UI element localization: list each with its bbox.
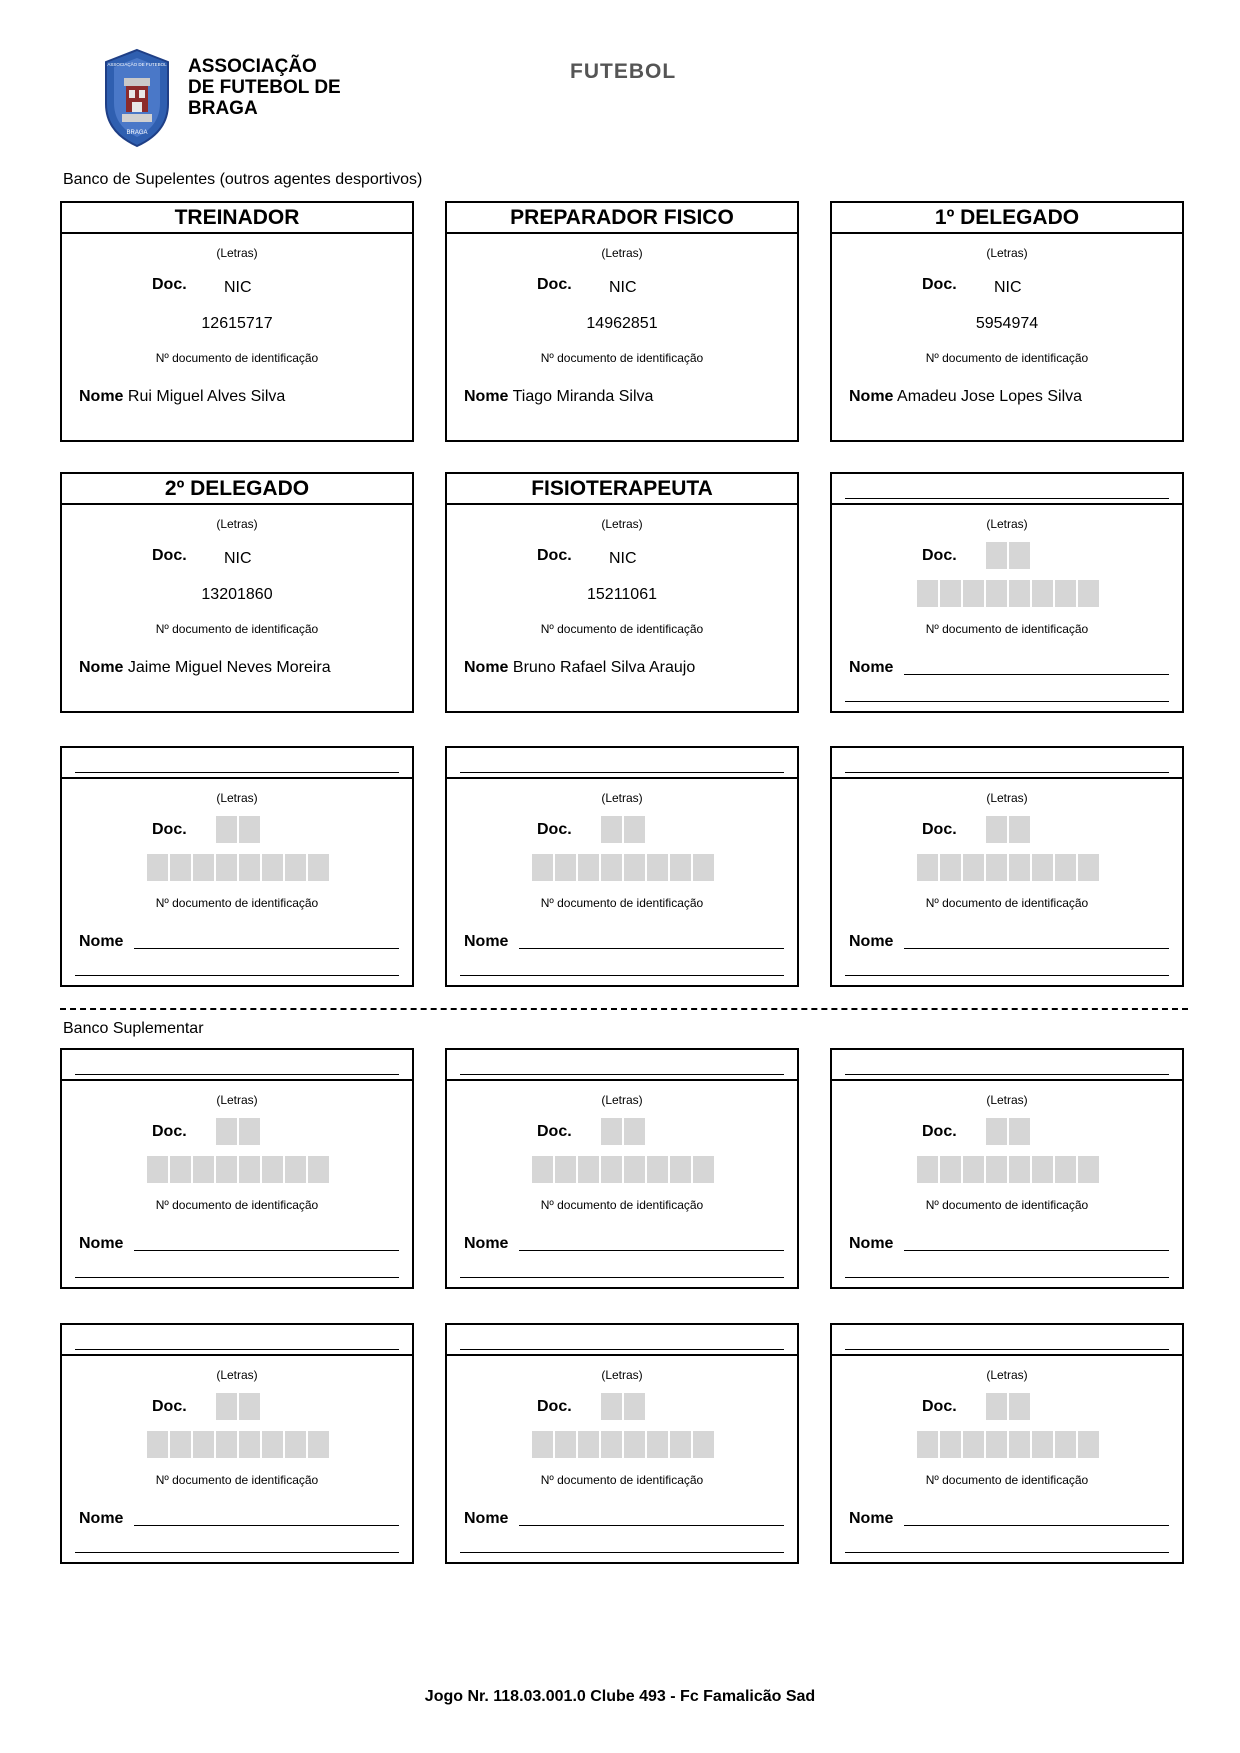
digit-box[interactable]	[216, 1431, 237, 1458]
bench-section-title: Banco de Supelentes (outros agentes desportivos)	[63, 171, 423, 188]
doc-type-boxes[interactable]	[986, 816, 1030, 843]
name-blank-line-2[interactable]	[845, 701, 1169, 702]
doc-number-boxes[interactable]	[917, 580, 1099, 607]
doc-number-caption: Nº documento de identificação	[925, 896, 1089, 910]
digit-box[interactable]	[963, 1156, 984, 1183]
name-blank-line[interactable]	[519, 1250, 784, 1251]
doc-number-caption: Nº documento de identificação	[925, 1198, 1089, 1212]
doc-number-caption: Nº documento de identificação	[925, 351, 1089, 365]
name-row	[79, 659, 331, 677]
doc-number-boxes[interactable]	[147, 1156, 329, 1183]
role-blank-line[interactable]	[845, 772, 1169, 773]
doc-label: Doc.	[537, 1123, 572, 1140]
card-role-title	[447, 203, 797, 234]
role-blank-line[interactable]	[75, 1074, 399, 1075]
name-blank-line[interactable]	[134, 948, 399, 949]
name-blank-line[interactable]	[134, 1250, 399, 1251]
digit-box[interactable]	[1009, 580, 1030, 607]
digit-box[interactable]	[940, 854, 961, 881]
card-role-label: PREPARADOR FISICO	[510, 206, 734, 229]
name-label: Nome	[79, 659, 124, 676]
card-role-title	[832, 1325, 1182, 1356]
name-label: Nome	[849, 388, 894, 405]
doc-number-caption: Nº documento de identificação	[155, 1198, 319, 1212]
name-label: Nome	[464, 1235, 509, 1252]
digit-box[interactable]	[917, 580, 938, 607]
doc-type-boxes[interactable]	[986, 1118, 1030, 1145]
digit-box[interactable]	[670, 854, 691, 881]
doc-number: 14962851	[586, 315, 658, 332]
name-blank-line[interactable]	[904, 674, 1169, 675]
card-role-label: 2º DELEGADO	[164, 477, 310, 500]
letras-caption: (Letras)	[986, 246, 1028, 260]
digit-box[interactable]	[1032, 854, 1053, 881]
letter-box[interactable]	[624, 1118, 645, 1145]
person-name: Tiago Miranda Silva	[512, 388, 654, 405]
digit-box[interactable]	[170, 1156, 191, 1183]
person-name: Rui Miguel Alves Silva	[127, 388, 286, 405]
letter-box[interactable]	[986, 542, 1007, 569]
digit-box[interactable]	[1055, 854, 1076, 881]
doc-number-caption: Nº documento de identificação	[540, 1473, 704, 1487]
name-blank-line-2[interactable]	[460, 975, 784, 976]
doc-number-caption: Nº documento de identificação	[155, 351, 319, 365]
org-line-2: DE FUTEBOL DE	[188, 77, 341, 98]
letter-box[interactable]	[1009, 1118, 1030, 1145]
section-divider	[60, 1008, 1188, 1010]
digit-box[interactable]	[1032, 1156, 1053, 1183]
name-label: Nome	[79, 1510, 124, 1527]
digit-box[interactable]	[986, 1431, 1007, 1458]
digit-box[interactable]	[693, 1431, 714, 1458]
doc-label: Doc.	[537, 276, 572, 293]
doc-number-boxes[interactable]	[532, 854, 714, 881]
digit-box[interactable]	[917, 1156, 938, 1183]
letter-box[interactable]	[624, 1393, 645, 1420]
staff-card	[830, 472, 1184, 713]
digit-box[interactable]	[239, 854, 260, 881]
letras-caption: (Letras)	[986, 791, 1028, 805]
card-role-title	[447, 1050, 797, 1081]
card-role-title	[832, 748, 1182, 779]
digit-box[interactable]	[532, 1431, 553, 1458]
doc-number-caption: Nº documento de identificação	[540, 896, 704, 910]
digit-box[interactable]	[1055, 1431, 1076, 1458]
letras-caption: (Letras)	[216, 517, 258, 531]
digit-box[interactable]	[1009, 854, 1030, 881]
doc-type-boxes[interactable]	[216, 816, 260, 843]
digit-box[interactable]	[578, 1431, 599, 1458]
page-header	[0, 0, 1240, 160]
doc-label: Doc.	[537, 547, 572, 564]
name-label: Nome	[464, 1510, 509, 1527]
organization-name	[188, 56, 341, 119]
digit-box[interactable]	[963, 1431, 984, 1458]
doc-label: Doc.	[152, 1123, 187, 1140]
digit-box[interactable]	[1055, 580, 1076, 607]
digit-box[interactable]	[986, 854, 1007, 881]
digit-box[interactable]	[1078, 580, 1099, 607]
digit-box[interactable]	[555, 1156, 576, 1183]
staff-card	[830, 746, 1184, 987]
digit-box[interactable]	[963, 580, 984, 607]
digit-box[interactable]	[262, 1431, 283, 1458]
card-role-title	[832, 474, 1182, 505]
card-role-title	[447, 474, 797, 505]
org-line-3: BRAGA	[188, 98, 258, 119]
digit-box[interactable]	[1009, 1156, 1030, 1183]
staff-card	[60, 746, 414, 987]
doc-type-boxes[interactable]	[216, 1393, 260, 1420]
staff-card	[830, 1323, 1184, 1564]
digit-box[interactable]	[647, 1431, 668, 1458]
letter-box[interactable]	[239, 1118, 260, 1145]
letter-box[interactable]	[986, 816, 1007, 843]
doc-number-boxes[interactable]	[147, 1431, 329, 1458]
digit-box[interactable]	[1078, 1431, 1099, 1458]
digit-box[interactable]	[647, 1156, 668, 1183]
name-label: Nome	[849, 659, 894, 676]
name-blank-line-2[interactable]	[460, 1277, 784, 1278]
digit-box[interactable]	[262, 854, 283, 881]
letter-box[interactable]	[239, 816, 260, 843]
name-row	[849, 1235, 893, 1253]
doc-number: 12615717	[201, 315, 273, 332]
letter-box[interactable]	[239, 1393, 260, 1420]
doc-type-boxes[interactable]	[986, 542, 1030, 569]
doc-number: 5954974	[975, 315, 1039, 332]
doc-label: Doc.	[922, 1398, 957, 1415]
card-role-title	[62, 1050, 412, 1081]
doc-type: NIC	[609, 279, 637, 296]
card-role-label: FISIOTERAPEUTA	[531, 477, 713, 500]
digit-box[interactable]	[262, 1156, 283, 1183]
association-crest-icon	[102, 48, 172, 148]
name-blank-line[interactable]	[904, 1525, 1169, 1526]
doc-number: 15211061	[587, 586, 657, 603]
name-label: Nome	[464, 659, 509, 676]
staff-card	[830, 201, 1184, 442]
digit-box[interactable]	[308, 1156, 329, 1183]
role-blank-line[interactable]	[845, 498, 1169, 499]
name-blank-line-2[interactable]	[75, 975, 399, 976]
digit-box[interactable]	[917, 854, 938, 881]
name-label: Nome	[79, 1235, 124, 1252]
card-role-title	[447, 748, 797, 779]
name-label: Nome	[849, 933, 894, 950]
doc-type: NIC	[994, 279, 1022, 296]
digit-box[interactable]	[193, 1156, 214, 1183]
digit-box[interactable]	[1078, 854, 1099, 881]
letter-box[interactable]	[986, 1393, 1007, 1420]
digit-box[interactable]	[693, 1156, 714, 1183]
supplementary-section-title: Banco Suplementar	[63, 1020, 204, 1037]
digit-box[interactable]	[624, 1431, 645, 1458]
letter-box[interactable]	[1009, 1393, 1030, 1420]
letras-caption: (Letras)	[601, 791, 643, 805]
doc-type: NIC	[224, 550, 252, 567]
staff-card	[60, 201, 414, 442]
role-blank-line[interactable]	[460, 1349, 784, 1350]
svg-text:ASSOCIAÇÃO DE FUTEBOL: ASSOCIAÇÃO DE FUTEBOL	[107, 62, 167, 67]
name-row	[79, 1235, 123, 1253]
name-row	[79, 933, 123, 951]
card-role-title	[62, 1325, 412, 1356]
staff-card	[445, 1323, 799, 1564]
staff-card	[445, 472, 799, 713]
name-row	[849, 933, 893, 951]
doc-label: Doc.	[152, 1398, 187, 1415]
digit-box[interactable]	[578, 854, 599, 881]
doc-label: Doc.	[152, 821, 187, 838]
card-role-label: TREINADOR	[174, 206, 300, 229]
name-blank-line-2[interactable]	[845, 1552, 1169, 1553]
doc-label: Doc.	[922, 547, 957, 564]
doc-number-caption: Nº documento de identificação	[925, 622, 1089, 636]
name-blank-line-2[interactable]	[845, 975, 1169, 976]
doc-type-boxes[interactable]	[601, 1118, 645, 1145]
digit-box[interactable]	[940, 580, 961, 607]
doc-number-boxes[interactable]	[147, 854, 329, 881]
letras-caption: (Letras)	[601, 517, 643, 531]
name-row	[464, 1235, 508, 1253]
name-label: Nome	[464, 933, 509, 950]
doc-number-caption: Nº documento de identificação	[155, 1473, 319, 1487]
name-blank-line-2[interactable]	[75, 1277, 399, 1278]
doc-number-boxes[interactable]	[532, 1431, 714, 1458]
letter-box[interactable]	[601, 1393, 622, 1420]
letras-caption: (Letras)	[986, 1368, 1028, 1382]
name-row	[464, 659, 695, 677]
doc-number-caption: Nº documento de identificação	[540, 622, 704, 636]
org-line-1: ASSOCIAÇÃO	[188, 56, 317, 77]
digit-box[interactable]	[1032, 580, 1053, 607]
digit-box[interactable]	[555, 854, 576, 881]
doc-type-boxes[interactable]	[986, 1393, 1030, 1420]
letter-box[interactable]	[216, 1393, 237, 1420]
doc-label: Doc.	[152, 547, 187, 564]
staff-card	[830, 1048, 1184, 1289]
digit-box[interactable]	[170, 854, 191, 881]
staff-card	[445, 1048, 799, 1289]
digit-box[interactable]	[670, 1156, 691, 1183]
staff-card	[445, 746, 799, 987]
name-label: Nome	[464, 388, 509, 405]
card-role-title	[62, 203, 412, 234]
digit-box[interactable]	[308, 1431, 329, 1458]
digit-box[interactable]	[624, 1156, 645, 1183]
digit-box[interactable]	[693, 854, 714, 881]
name-blank-line[interactable]	[519, 1525, 784, 1526]
letter-box[interactable]	[216, 816, 237, 843]
digit-box[interactable]	[624, 854, 645, 881]
digit-box[interactable]	[647, 854, 668, 881]
name-row	[849, 659, 893, 677]
doc-number-caption: Nº documento de identificação	[155, 896, 319, 910]
doc-label: Doc.	[537, 1398, 572, 1415]
svg-text:BRAGA: BRAGA	[126, 130, 148, 136]
name-row	[79, 388, 285, 406]
digit-box[interactable]	[1078, 1156, 1099, 1183]
digit-box[interactable]	[532, 1156, 553, 1183]
person-name: Bruno Rafael Silva Araujo	[512, 659, 696, 676]
person-name: Jaime Miguel Neves Moreira	[127, 659, 331, 676]
digit-box[interactable]	[940, 1431, 961, 1458]
name-row	[464, 388, 653, 406]
doc-type-boxes[interactable]	[216, 1118, 260, 1145]
doc-number-caption: Nº documento de identificação	[540, 351, 704, 365]
letras-caption: (Letras)	[601, 246, 643, 260]
digit-box[interactable]	[147, 1156, 168, 1183]
letras-caption: (Letras)	[216, 246, 258, 260]
name-label: Nome	[849, 1235, 894, 1252]
role-blank-line[interactable]	[460, 1074, 784, 1075]
digit-box[interactable]	[986, 1156, 1007, 1183]
doc-number: 13201860	[201, 586, 273, 603]
digit-box[interactable]	[986, 580, 1007, 607]
role-blank-line[interactable]	[845, 1074, 1169, 1075]
card-role-title	[832, 203, 1182, 234]
doc-number-boxes[interactable]	[532, 1156, 714, 1183]
doc-type-boxes[interactable]	[601, 816, 645, 843]
role-blank-line[interactable]	[75, 1349, 399, 1350]
doc-type: NIC	[224, 279, 252, 296]
digit-box[interactable]	[239, 1431, 260, 1458]
name-blank-line[interactable]	[904, 948, 1169, 949]
doc-type-boxes[interactable]	[601, 1393, 645, 1420]
doc-label: Doc.	[922, 821, 957, 838]
doc-label: Doc.	[537, 821, 572, 838]
letras-caption: (Letras)	[216, 1368, 258, 1382]
name-row	[464, 1510, 508, 1528]
digit-box[interactable]	[147, 1431, 168, 1458]
name-blank-line[interactable]	[134, 1525, 399, 1526]
letter-box[interactable]	[216, 1118, 237, 1145]
doc-type: NIC	[609, 550, 637, 567]
role-blank-line[interactable]	[75, 772, 399, 773]
digit-box[interactable]	[555, 1431, 576, 1458]
match-footer: Jogo Nr. 118.03.001.0 Clube 493 - Fc Famalicão Sad	[424, 1688, 816, 1705]
doc-number-boxes[interactable]	[917, 1156, 1099, 1183]
digit-box[interactable]	[578, 1156, 599, 1183]
digit-box[interactable]	[1009, 1431, 1030, 1458]
digit-box[interactable]	[216, 854, 237, 881]
digit-box[interactable]	[308, 854, 329, 881]
name-blank-line[interactable]	[904, 1250, 1169, 1251]
card-role-title	[447, 1325, 797, 1356]
person-name: Amadeu Jose Lopes Silva	[897, 388, 1083, 405]
digit-box[interactable]	[216, 1156, 237, 1183]
letras-caption: (Letras)	[601, 1093, 643, 1107]
doc-number-boxes[interactable]	[917, 854, 1099, 881]
doc-label: Doc.	[922, 276, 957, 293]
digit-box[interactable]	[917, 1431, 938, 1458]
digit-box[interactable]	[170, 1431, 191, 1458]
letter-box[interactable]	[986, 1118, 1007, 1145]
name-row	[849, 388, 1082, 406]
digit-box[interactable]	[601, 854, 622, 881]
letras-caption: (Letras)	[986, 1093, 1028, 1107]
card-role-title	[832, 1050, 1182, 1081]
doc-number-caption: Nº documento de identificação	[925, 1473, 1089, 1487]
doc-label: Doc.	[922, 1123, 957, 1140]
name-label: Nome	[79, 933, 124, 950]
name-label: Nome	[849, 1510, 894, 1527]
digit-box[interactable]	[601, 1156, 622, 1183]
digit-box[interactable]	[532, 854, 553, 881]
name-blank-line-2[interactable]	[75, 1552, 399, 1553]
staff-card	[445, 201, 799, 442]
doc-number-boxes[interactable]	[917, 1431, 1099, 1458]
sport-title: FUTEBOL	[570, 60, 677, 83]
staff-card	[60, 1048, 414, 1289]
digit-box[interactable]	[239, 1156, 260, 1183]
role-blank-line[interactable]	[845, 1349, 1169, 1350]
digit-box[interactable]	[193, 854, 214, 881]
staff-card	[60, 472, 414, 713]
role-blank-line[interactable]	[460, 772, 784, 773]
digit-box[interactable]	[670, 1431, 691, 1458]
letter-box[interactable]	[1009, 542, 1030, 569]
digit-box[interactable]	[285, 1431, 306, 1458]
doc-label: Doc.	[152, 276, 187, 293]
letter-box[interactable]	[601, 1118, 622, 1145]
name-row	[849, 1510, 893, 1528]
digit-box[interactable]	[963, 854, 984, 881]
name-label: Nome	[79, 388, 124, 405]
letter-box[interactable]	[601, 816, 622, 843]
letras-caption: (Letras)	[601, 1368, 643, 1382]
name-blank-line-2[interactable]	[845, 1277, 1169, 1278]
card-role-title	[62, 748, 412, 779]
letras-caption: (Letras)	[986, 517, 1028, 531]
doc-number-caption: Nº documento de identificação	[155, 622, 319, 636]
digit-box[interactable]	[193, 1431, 214, 1458]
staff-card	[60, 1323, 414, 1564]
digit-box[interactable]	[285, 1156, 306, 1183]
digit-box[interactable]	[1055, 1156, 1076, 1183]
digit-box[interactable]	[147, 854, 168, 881]
digit-box[interactable]	[601, 1431, 622, 1458]
name-row	[464, 933, 508, 951]
letras-caption: (Letras)	[216, 1093, 258, 1107]
doc-number-caption: Nº documento de identificação	[540, 1198, 704, 1212]
letter-box[interactable]	[624, 816, 645, 843]
digit-box[interactable]	[285, 854, 306, 881]
digit-box[interactable]	[940, 1156, 961, 1183]
letras-caption: (Letras)	[216, 791, 258, 805]
card-role-label: 1º DELEGADO	[934, 206, 1080, 229]
name-row	[79, 1510, 123, 1528]
letter-box[interactable]	[1009, 816, 1030, 843]
digit-box[interactable]	[1032, 1431, 1053, 1458]
name-blank-line[interactable]	[519, 948, 784, 949]
card-role-title	[62, 474, 412, 505]
name-blank-line-2[interactable]	[460, 1552, 784, 1553]
